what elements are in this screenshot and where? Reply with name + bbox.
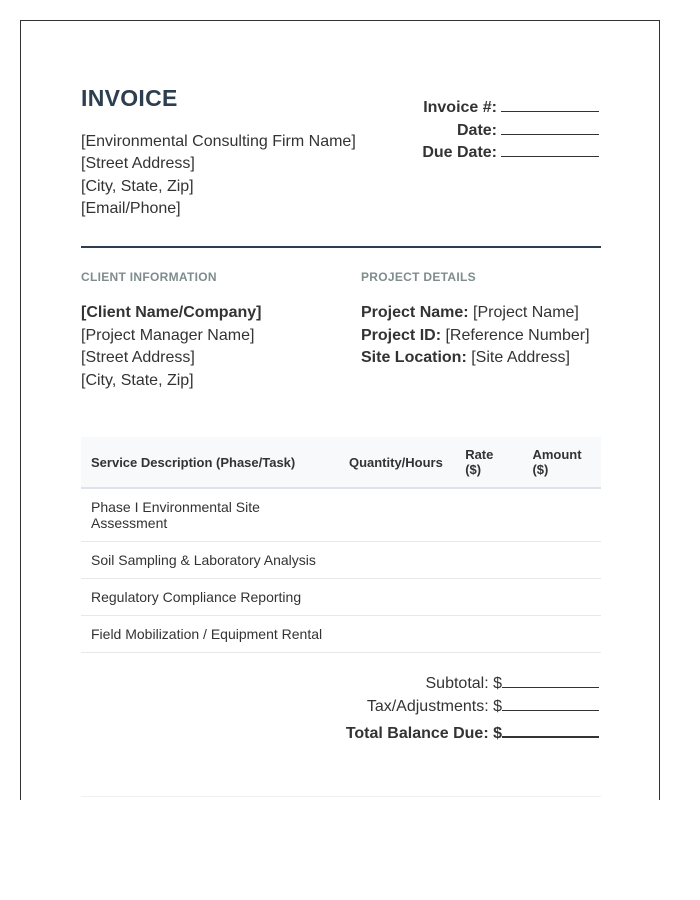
- rate-cell: [455, 488, 522, 542]
- header-amount: Amount ($): [522, 437, 601, 488]
- project-id-row: [361, 325, 590, 348]
- site-location-value: [Site Address]: [471, 349, 570, 366]
- client-city-state-zip: [City, State, Zip]: [81, 371, 194, 389]
- total-balance-due-label: Total Balance Due: $: [345, 725, 502, 742]
- firm-street-address: [Street Address]: [81, 155, 195, 173]
- header-divider: [81, 246, 601, 248]
- site-location-row: [361, 347, 590, 370]
- totals-block: [299, 673, 599, 745]
- quantity-cell: [339, 616, 455, 653]
- footer-divider: [81, 796, 601, 797]
- table-row: [81, 616, 601, 653]
- firm-name: [Environmental Consulting Firm Name]: [81, 133, 356, 150]
- client-information-heading: CLIENT INFORMATION: [81, 270, 217, 284]
- client-project-manager: [Project Manager Name]: [81, 326, 255, 344]
- service-description-cell: Phase I Environmental Site Assessment: [81, 488, 339, 542]
- project-name-row: [361, 302, 590, 325]
- project-details-heading: PROJECT DETAILS: [361, 270, 476, 284]
- table-row: [81, 488, 601, 542]
- project-name-value: [Project Name]: [473, 304, 579, 321]
- client-name: [Client Name/Company]: [81, 304, 262, 321]
- amount-cell: [522, 488, 601, 542]
- tax-adjustments-label: Tax/Adjustments: $: [366, 697, 502, 715]
- total-balance-due-blank: [502, 722, 599, 738]
- service-description-cell: Field Mobilization / Equipment Rental: [81, 616, 339, 653]
- subtotal-blank: [502, 673, 599, 688]
- invoice-number-row: [359, 97, 599, 120]
- date-label: Date:: [456, 121, 497, 139]
- project-id-label: Project ID:: [361, 326, 442, 344]
- invoice-title: INVOICE: [81, 85, 178, 111]
- invoice-number-blank: [501, 97, 599, 112]
- subtotal-label: Subtotal: $: [425, 675, 502, 692]
- amount-cell: [522, 616, 601, 653]
- tax-adjustments-row: [299, 696, 599, 719]
- due-date-blank: [501, 142, 599, 157]
- date-blank: [501, 120, 599, 135]
- client-street-address: [Street Address]: [81, 349, 195, 366]
- quantity-cell: [339, 579, 455, 616]
- due-date-label: Due Date:: [422, 144, 497, 161]
- firm-city-state-zip: [City, State, Zip]: [81, 177, 194, 195]
- header-service-description: Service Description (Phase/Task): [81, 437, 339, 488]
- amount-cell: [522, 542, 601, 579]
- subtotal-row: [299, 673, 599, 696]
- tax-adjustments-blank: [502, 696, 599, 711]
- total-balance-due-row: [299, 722, 599, 745]
- rate-cell: [455, 579, 522, 616]
- quantity-cell: [339, 488, 455, 542]
- site-location-label: Site Location:: [361, 349, 467, 366]
- header-rate: Rate ($): [455, 437, 522, 488]
- date-row: [359, 120, 599, 143]
- firm-address-block: [81, 131, 356, 220]
- service-description-cell: Regulatory Compliance Reporting: [81, 579, 339, 616]
- header-quantity-hours: Quantity/Hours: [339, 437, 455, 488]
- project-id-value: [Reference Number]: [445, 326, 590, 344]
- quantity-cell: [339, 542, 455, 579]
- project-name-label: Project Name:: [361, 304, 469, 321]
- rate-cell: [455, 616, 522, 653]
- amount-cell: [522, 579, 601, 616]
- invoice-meta: [359, 97, 599, 165]
- table-row: [81, 579, 601, 616]
- rate-cell: [455, 542, 522, 579]
- table-row: [81, 542, 601, 579]
- services-table: [81, 437, 601, 653]
- firm-email-phone: [Email/Phone]: [81, 199, 181, 217]
- due-date-row: [359, 142, 599, 165]
- service-description-cell: Soil Sampling & Laboratory Analysis: [81, 542, 339, 579]
- client-information-block: [81, 302, 261, 392]
- invoice-number-label: Invoice #:: [423, 99, 497, 116]
- table-header-row: [81, 437, 601, 488]
- invoice-page: [20, 20, 660, 800]
- project-details-block: [361, 302, 590, 370]
